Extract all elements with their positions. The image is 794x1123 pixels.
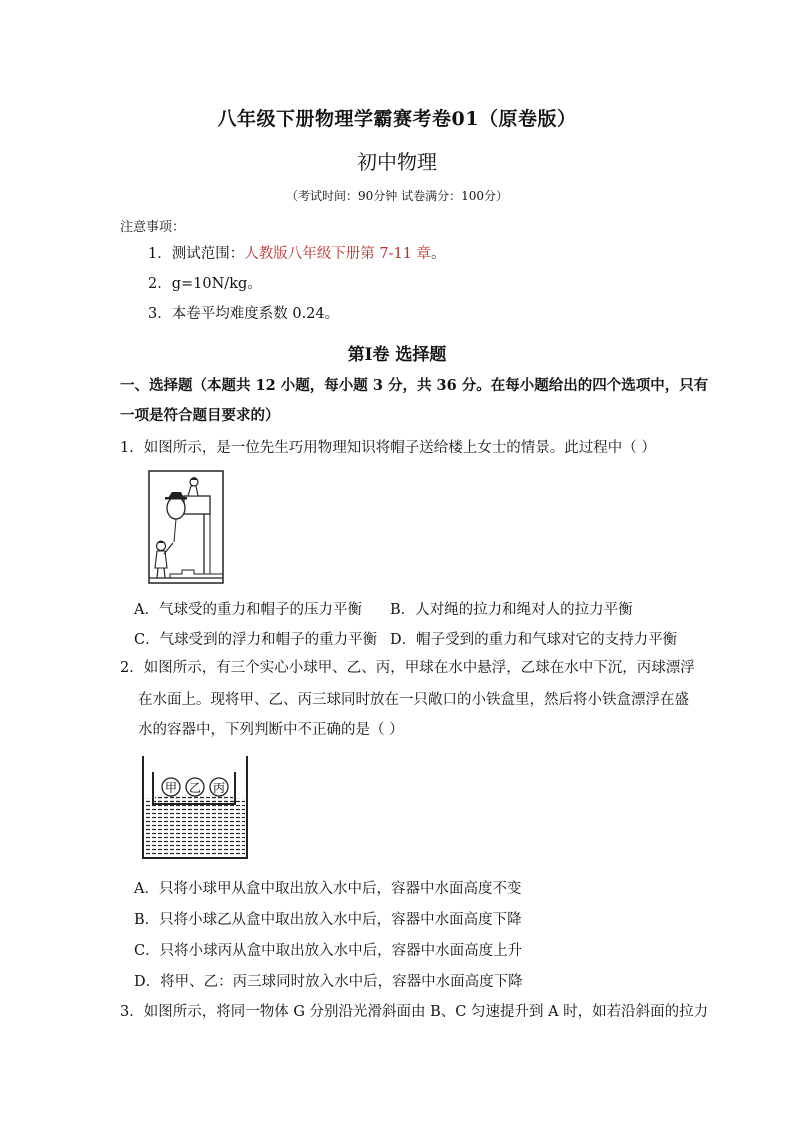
section-title: 第Ⅰ卷 选择题 [347, 345, 447, 365]
question-1-option-d: D．帽子受到的重力和气球对它的支持力平衡 [390, 632, 678, 648]
page-title: 八年级下册物理学霸赛考卷01（原卷版） [217, 108, 577, 130]
note-text: g=10N/kg。 [171, 276, 262, 292]
exam-info: （考试时间：90分钟 试卷满分：100分） [286, 189, 508, 203]
question-1-option-a: A．气球受的重力和帽子的压力平衡 [134, 602, 362, 618]
question-2-option-a: A．只将小球甲从盒中取出放入水中后，容器中水面高度不变 [134, 881, 522, 897]
question-2-option-c: C．只将小球丙从盒中取出放入水中后，容器中水面高度上升 [134, 943, 523, 959]
question-1-figure [148, 470, 224, 584]
question-2-option-b: B．只将小球乙从盒中取出放入水中后，容器中水面高度下降 [134, 912, 522, 928]
ball-label-jia: 甲 [164, 781, 178, 795]
question-2-stem-line-1: 2．如图所示，有三个实心小球甲、乙、丙，甲球在水中悬浮，乙球在水中下沉，丙球漂浮 [120, 660, 695, 676]
note-number: 2． [148, 276, 172, 292]
note-highlight: 人教版八年级下册第 7-11 章 [244, 246, 432, 262]
note-item-2 [148, 274, 262, 294]
question-2-stem-line-3: 水的容器中，下列判断中不正确的是（ ） [138, 722, 404, 738]
ball-label-bing: 丙 [212, 781, 226, 795]
note-item-1 [148, 244, 446, 264]
section-instruction-line-2: 一项是符合题目要求的） [120, 407, 280, 424]
page-subtitle: 初中物理 [357, 150, 437, 174]
note-prefix: 测试范围： [171, 246, 245, 262]
note-suffix: 。 [431, 246, 446, 262]
note-number: 1． [148, 246, 172, 262]
section-instruction-line-1: 一、选择题（本题共 12 小题，每小题 3 分，共 36 分。在每小题给出的四个选项中，只有 [120, 377, 709, 394]
question-2-stem-line-2: 在水面上。现将甲、乙、丙三球同时放在一只敞口的小铁盒里，然后将小铁盒漂浮在盛 [138, 692, 689, 708]
question-1-option-b: B．人对绳的拉力和绳对人的拉力平衡 [390, 602, 633, 618]
notes-heading: 注意事项： [120, 220, 186, 235]
question-2-figure [140, 752, 252, 862]
note-number: 3． [148, 306, 172, 322]
ball-label-yi: 乙 [188, 781, 202, 795]
question-3-stem: 3．如图所示，将同一物体 G 分别沿光滑斜面由 B、C 匀速提升到 A 时，如若沿斜面的拉力 [120, 1004, 709, 1020]
question-1-option-c: C．气球受到的浮力和帽子的重力平衡 [134, 632, 378, 648]
note-text: 本卷平均难度系数 0.24。 [171, 306, 340, 322]
question-1-stem: 1．如图所示，是一位先生巧用物理知识将帽子送给楼上女士的情景。此过程中（ ） [120, 440, 656, 456]
question-2-option-d: D．将甲、乙：丙三球同时放入水中后，容器中水面高度下降 [134, 974, 523, 990]
note-item-3 [148, 304, 339, 324]
